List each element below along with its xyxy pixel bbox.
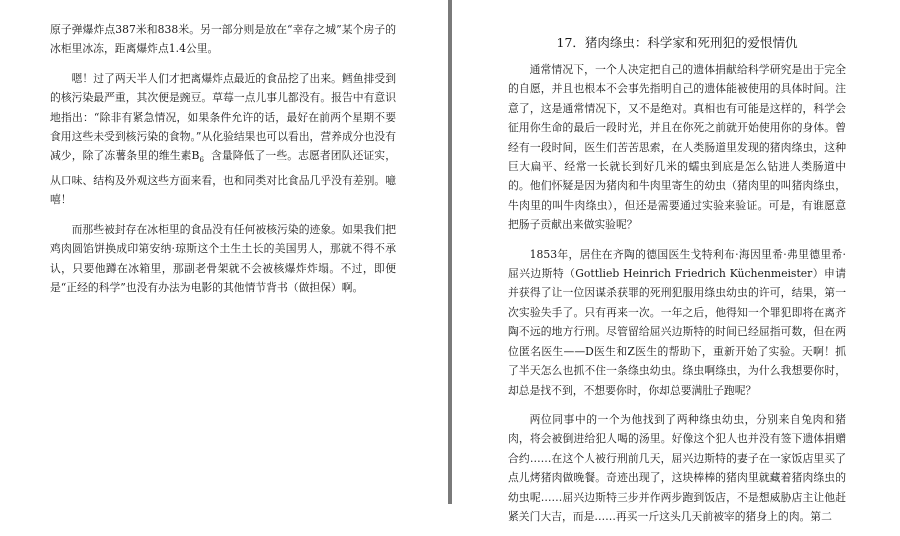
vitamin-subscript: 6 — [199, 156, 204, 165]
paragraph-text: 嗯！过了两天半人们才把离爆炸点最近的食品挖了出来。鳕鱼排受到的核污染最严重，其次便是豌豆。草莓一点儿事儿都没有。报告中有意识地指出：“除非有紧急情况，如果条件允许的话，最好在前两个星期不要食用这些未受到核污染的食物。”从化验结果也可以看出，营养成分也没有减少，除了冻薯条里的维生素B — [50, 71, 396, 163]
paragraph: 通常情况下，一个人决定把自己的遗体捐献给科学研究是出于完全的自愿，并且也根本不会事先指明自己的遗体能被使用的具体时间。注意了，这是通常情况下，又不是绝对。真相也有可能是这样的，科学会征用你生命的最后一段时光，并且在你死之前就开始使用你的身体。曾经有一段时间，医生们苦苦思索，在人类肠道里发现的猪肉绦虫，这种巨大扁平、经常一长就长到好几米的蠕虫到底是怎么钻进人类肠道中的。他们怀疑是因为猪肉和牛肉里寄生的幼虫（猪肉里的叫猪肉绦虫，牛肉里的叫牛肉绦虫），但还是需要通过实验来验证。可是，有谁愿意把肠子贡献出来做实验呢？ — [508, 63, 846, 232]
right-page-text — [508, 60, 846, 536]
paragraph: 原子弹爆炸点387米和838米。另一部分则是放在“幸存之城”某个房子的冰柜里冰冻，距离爆炸点1.4公里。 — [50, 23, 396, 56]
paragraph: 1853年，居住在齐陶的德国医生戈特利布·海因里希·弗里德里希·屈兴边斯特（Gottlieb Heinrich Friedrich Küchenmeister）申请并获得了让一位因谋杀获罪的死刑犯服用绦虫幼虫的许可，结果，第一次实验失手了。只有再来一次。一年之后，他得知一个罪犯即将在离齐陶不远的地方行刑。尽管留给屈兴边斯特的时间已经屈指可数，但在两位匿名医生——D医生和Z医生的帮助下，重新开始了实验。天啊！抓了半天怎么也抓不住一条绦虫幼虫。绦虫啊绦虫，为什么我想要你时，却总是找不到，不想要你时，你却总要满肚子跑呢？ — [508, 247, 846, 397]
paragraph: 两位同事中的一个为他找到了两种绦虫幼虫，分别来自兔肉和猪肉，将会被倒进给犯人喝的汤里。好像这个犯人也并没有签下遗体捐赠合约……在这个人被行刑前几天，屈兴边斯特的妻子在一家饭店里买了点儿烤猪肉做晚餐。奇迹出现了，这块棒棒的猪肉里就藏着猪肉绦虫的幼虫呢……屈兴边斯特三步并作两步跑到饭店，不是想威胁店主让他赶紧关门大吉，而是……再买一斤这头几天前被宰的猪身上的肉。第二 — [508, 412, 846, 523]
chapter-title: 17．猪肉绦虫：科学家和死刑犯的爱恨情仇 — [556, 35, 798, 50]
paragraph: 而那些被封存在冰柜里的食品没有任何被核污染的迹象。如果我们把鸡肉圆馅饼换成印第安纳·琼斯这个土生土长的美国男人，那就不得不承认，只要他蹲在冰箱里，那副老骨架就不会被核爆炸炸塌。不过，即便是“正经的科学”也没有办法为电影的其他情节背书（做担保）啊。 — [50, 222, 396, 295]
paragraph — [50, 69, 396, 210]
paragraph-text: 含量降低了一些。志愿者团队还证实，从口味、结构及外观这些方面来看，也和同类对比食品几乎没有差别。噫嘻！ — [50, 149, 396, 207]
right-page — [452, 0, 900, 523]
left-page-text — [50, 20, 396, 307]
left-page — [0, 0, 448, 504]
